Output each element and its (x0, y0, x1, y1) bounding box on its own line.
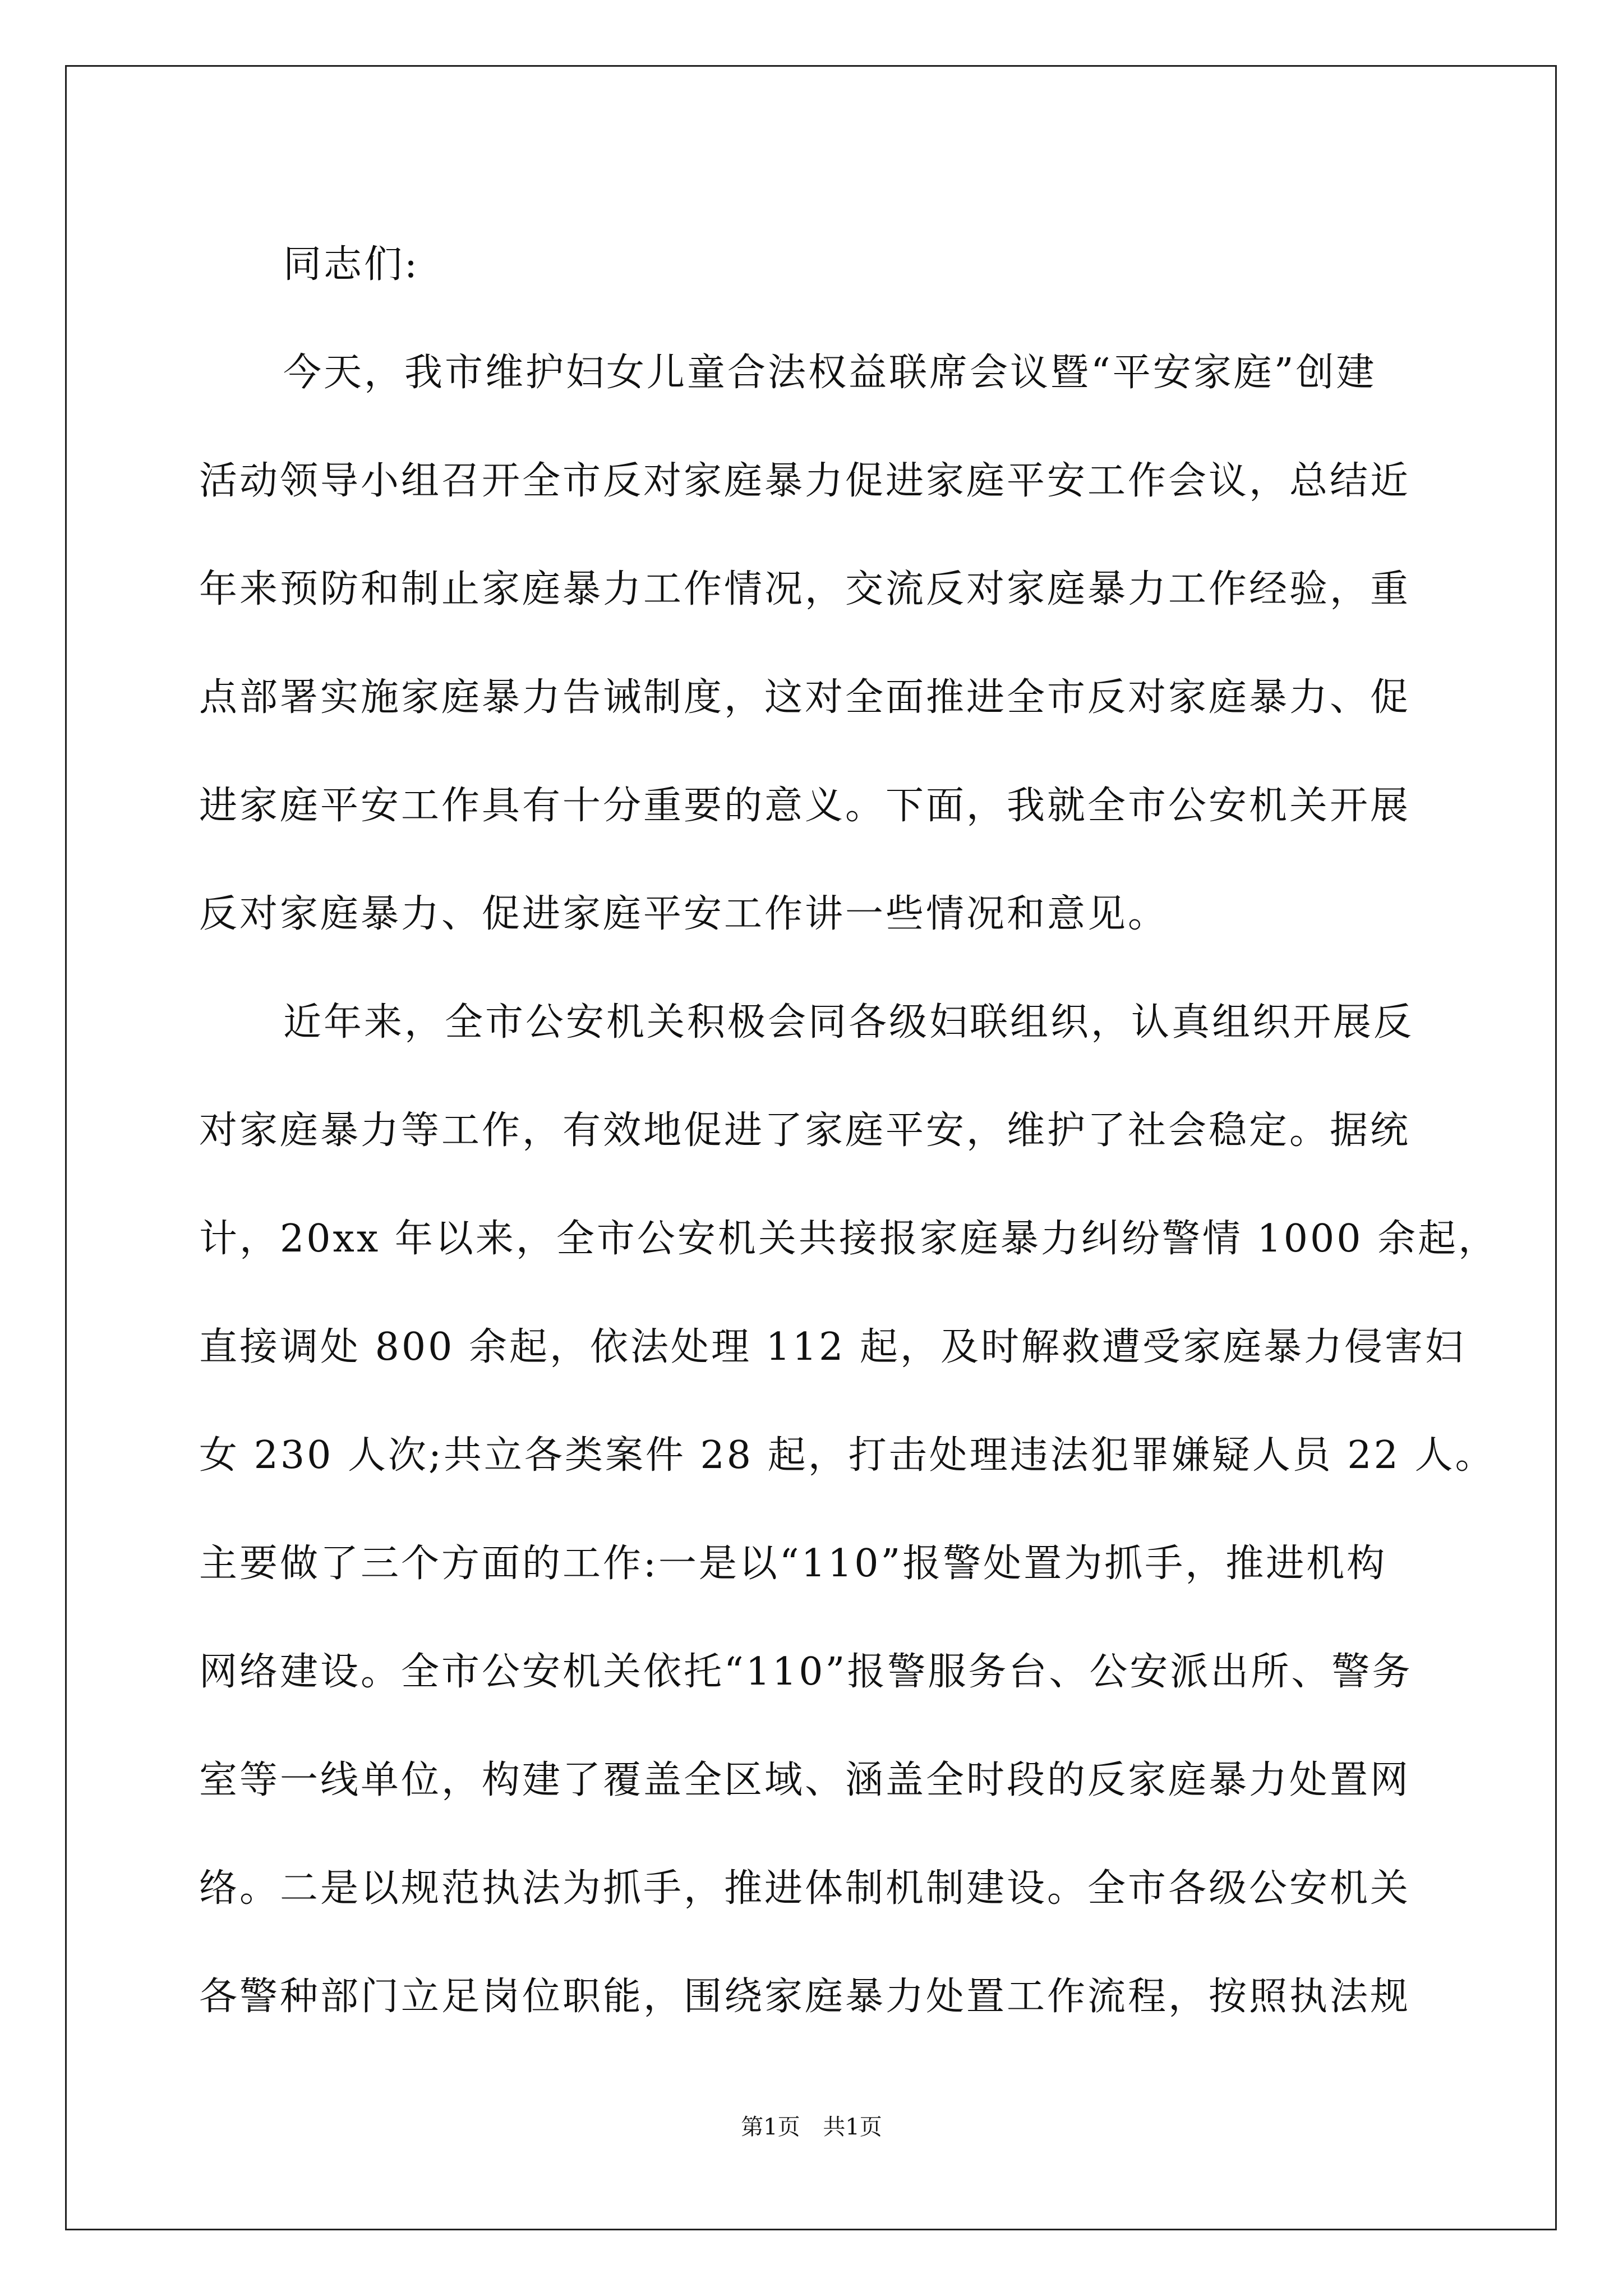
paragraph-line: 点部署实施家庭暴力告诫制度，这对全面推进全市反对家庭暴力、促 (199, 675, 1411, 720)
document-body (199, 210, 1499, 2051)
paragraph-1 (199, 319, 1433, 968)
paragraph-line: 今天，我市维护妇女儿童合法权益联席会议暨“平安家庭”创建 (283, 351, 1377, 395)
salutation: 同志们: (283, 242, 419, 287)
paragraph-line: 络。二是以规范执法为抓手，推进体制机制建设。全市各级公安机关 (199, 1866, 1411, 1911)
paragraph-line: 近年来，全市公安机关积极会同各级妇联组织，认真组织开展反 (283, 1000, 1414, 1045)
paragraph-line: 室等一线单位，构建了覆盖全区域、涵盖全时段的反家庭暴力处置网 (199, 1758, 1411, 1802)
paragraph-line: 女 230 人次;共立各类案件 28 起，打击处理违法犯罪嫌疑人员 22 人。 (199, 1433, 1496, 1478)
paragraph-line: 对家庭暴力等工作，有效地促进了家庭平安，维护了社会稳定。据统 (199, 1108, 1411, 1153)
paragraph-2 (199, 968, 1499, 2051)
paragraph-line: 活动领导小组召开全市反对家庭暴力促进家庭平安工作会议，总结近 (199, 459, 1411, 503)
paragraph-line: 主要做了三个方面的工作:一是以“110”报警处置为抓手，推进机构 (199, 1542, 1387, 1586)
paragraph-line: 各警种部门立足岗位职能，围绕家庭暴力处置工作流程，按照执法规 (199, 1975, 1411, 2019)
paragraph-line: 年来预防和制止家庭暴力工作情况，交流反对家庭暴力工作经验，重 (199, 567, 1411, 611)
paragraph-line: 计，20xx 年以来，全市公安机关共接报家庭暴力纠纷警情 1000 余起， (199, 1217, 1499, 1261)
page-footer (0, 2109, 1623, 2141)
paragraph-line: 进家庭平安工作具有十分重要的意义。下面，我就全市公安机关开展 (199, 784, 1411, 828)
page-total: 共1页 (823, 2114, 882, 2140)
paragraph-line: 反对家庭暴力、促进家庭平安工作讲一些情况和意见。 (199, 892, 1169, 936)
page-number: 第1页 (741, 2114, 800, 2140)
paragraph-line: 网络建设。全市公安机关依托“110”报警服务台、公安派出所、警务 (199, 1650, 1413, 1694)
paragraph-line: 直接调处 800 余起，依法处理 112 起，及时解救遭受家庭暴力侵害妇 (199, 1325, 1466, 1369)
